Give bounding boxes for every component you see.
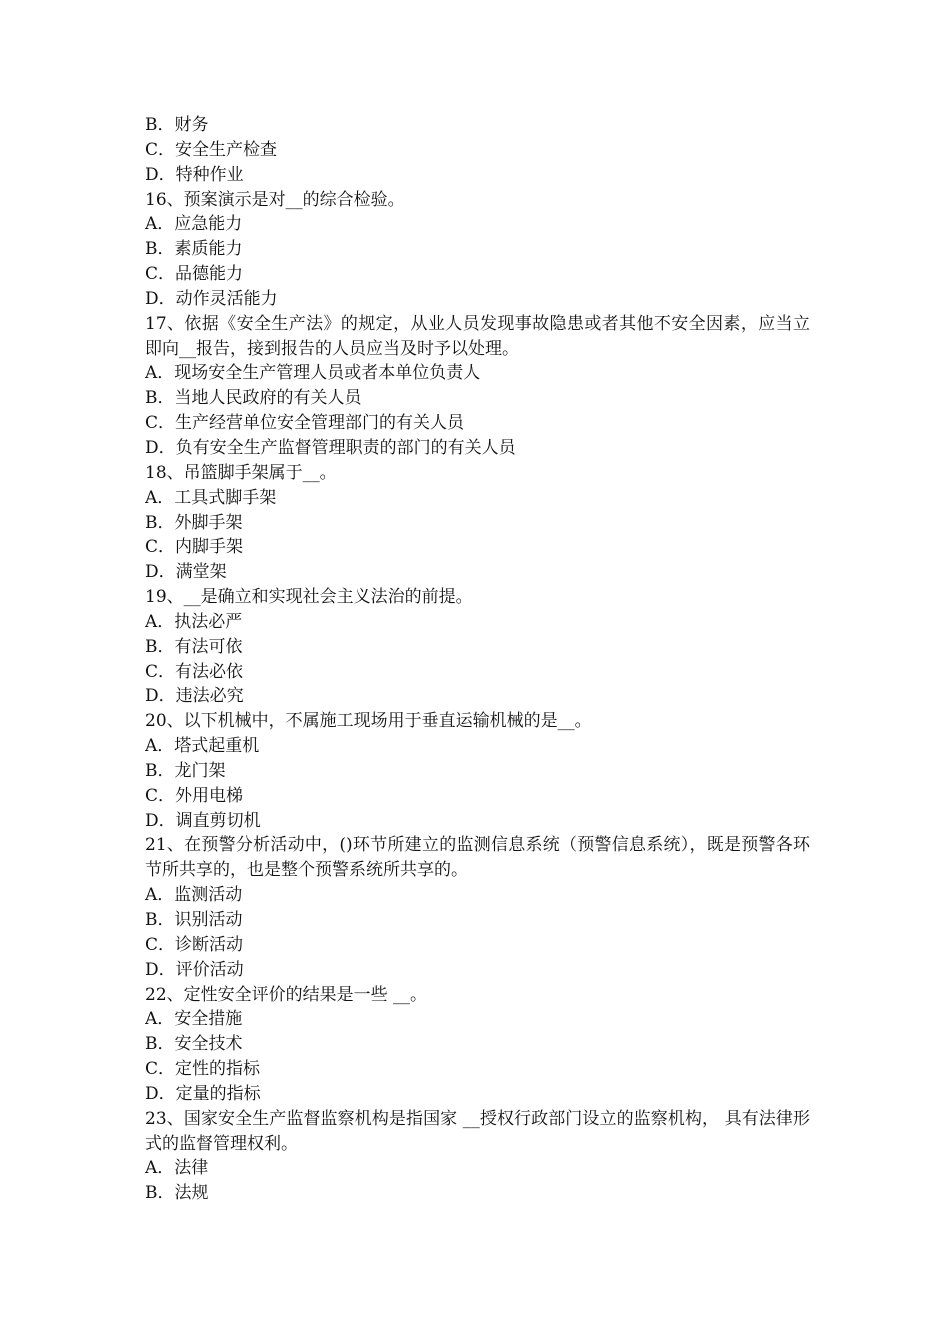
option-b: B．素质能力 (145, 239, 243, 260)
option-d: D．特种作业 (145, 164, 244, 185)
option-a: A．现场安全生产管理人员或者本单位负责人 (145, 363, 481, 384)
option-d: D．负有安全生产监督管理职责的部门的有关人员 (145, 437, 516, 458)
option-c: C．内脚手架 (145, 537, 244, 558)
option-c: C．有法必依 (145, 661, 244, 682)
option-a: A．安全措施 (145, 1009, 243, 1030)
question-20: 20、以下机械中，不属施工现场用于垂直运输机械的是__。 (145, 711, 592, 732)
option-b: B．当地人民政府的有关人员 (145, 388, 362, 409)
option-a: A．应急能力 (145, 214, 243, 235)
option-d: D．违法必究 (145, 686, 244, 707)
option-d: D．满堂架 (145, 562, 227, 583)
option-c: C．外用电梯 (145, 785, 244, 806)
option-a: A．法律 (145, 1158, 209, 1179)
option-d: D．定量的指标 (145, 1083, 261, 1104)
option-b: B．财务 (145, 115, 209, 135)
question-21: 21、在预警分析活动中，()环节所建立的监测信息系统（预警信息系统），既是预警各环节所共享的，也是整个预警系统所共享的。 (145, 835, 810, 881)
question-22: 22、定性安全评价的结果是一些 __。 (145, 984, 428, 1005)
option-c: C．品德能力 (145, 264, 244, 285)
question-16: 16、预案演示是对__的综合检验。 (145, 189, 405, 210)
question-23: 23、国家安全生产监督监察机构是指国家 __授权行政部门设立的监察机构， 具有法律形式的监督管理权利。 (145, 1108, 810, 1154)
option-d: D．评价活动 (145, 959, 244, 980)
option-c: C．定性的指标 (145, 1059, 261, 1080)
option-a: A．工具式脚手架 (145, 487, 277, 508)
option-a: A．塔式起重机 (145, 736, 260, 757)
option-c: C．安全生产检查 (145, 139, 278, 160)
question-list (145, 113, 810, 1206)
option-b: B．法规 (145, 1183, 209, 1204)
option-a: A．监测活动 (145, 885, 243, 906)
option-a: A．执法必严 (145, 611, 243, 632)
question-18: 18、吊篮脚手架属于__。 (145, 462, 337, 483)
question-19: 19、__是确立和实现社会主义法治的前提。 (145, 587, 473, 608)
question-17: 17、依据《安全生产法》的规定，从业人员发现事故隐患或者其他不安全因素，应当立即向__报告，接到报告的人员应当及时予以处理。 (145, 313, 810, 359)
option-d: D．动作灵活能力 (145, 288, 278, 309)
option-d: D．调直剪切机 (145, 810, 261, 831)
option-c: C．诊断活动 (145, 934, 244, 955)
option-b: B．外脚手架 (145, 512, 243, 533)
option-b: B．有法可依 (145, 636, 243, 657)
option-c: C．生产经营单位安全管理部门的有关人员 (145, 413, 465, 434)
option-b: B．安全技术 (145, 1034, 243, 1055)
option-b: B．龙门架 (145, 760, 226, 781)
option-b: B．识别活动 (145, 910, 243, 930)
